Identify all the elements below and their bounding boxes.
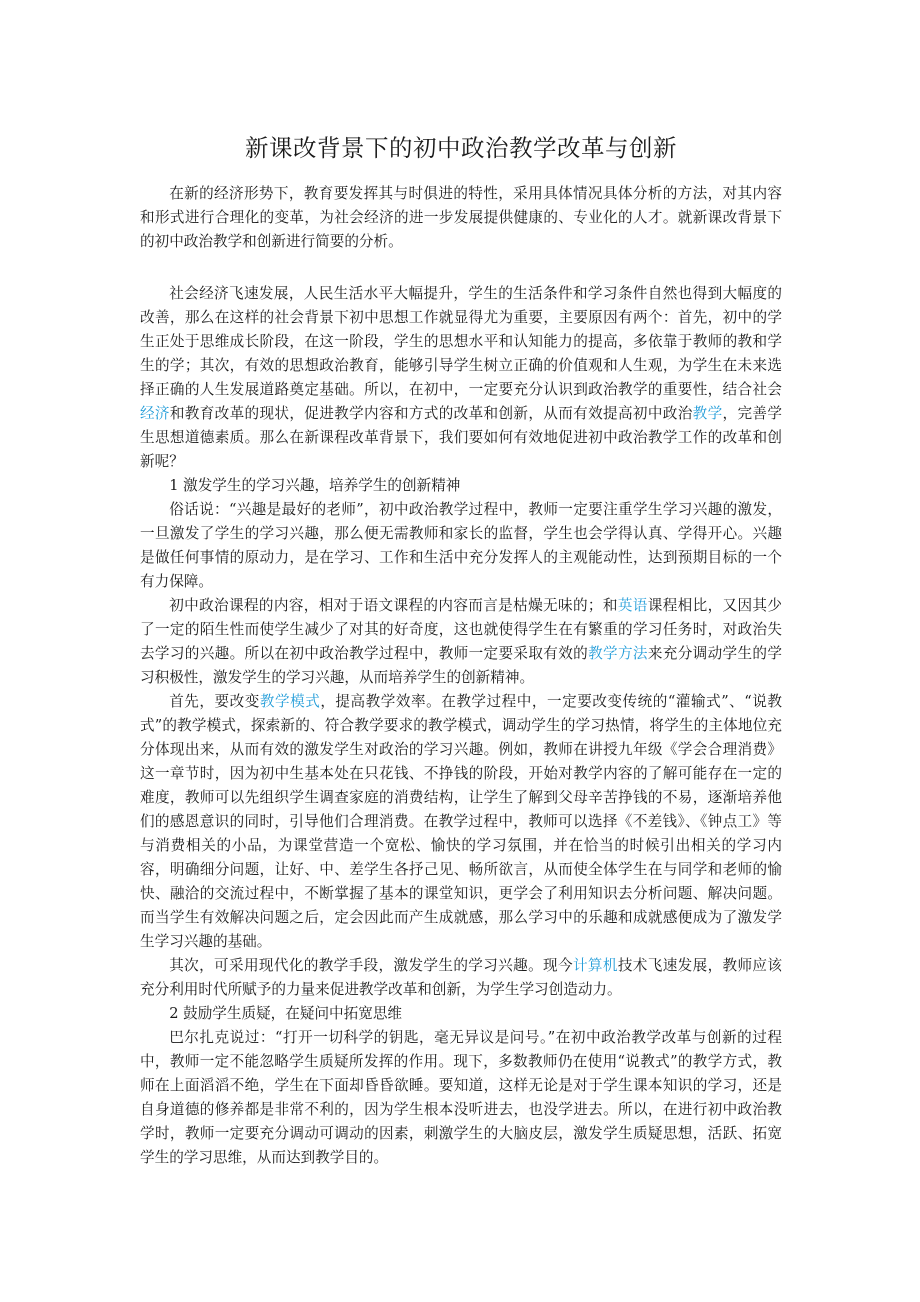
text-run: ，完善学生思想道德素质。那么在新课程改革背景下，我们要如何有效地促进初中政治教学工作的改革和创新呢？ [140, 405, 782, 470]
link-computer[interactable]: 计算机 [572, 957, 618, 974]
text-run: 其次，可采用现代化的教学手段，激发学生的学习兴趣。现今 [169, 957, 573, 974]
page-title: 新课改背景下的初中政治教学改革与创新 [245, 134, 677, 162]
paragraph-4 [140, 690, 782, 954]
paragraph-3 [140, 594, 782, 690]
link-english[interactable]: 英语 [617, 597, 648, 614]
intro-paragraph: 在新的经济形势下，教育要发挥其与时俱进的特性，采用具体情况具体分析的方法，对其内容和形式进行合理化的变革，为社会经济的进一步发展提供健康的、专业化的人才。就新课改背景下的初中政治教学和创新进行简要的分析。 [140, 185, 782, 250]
link-economy[interactable]: 经济 [140, 405, 170, 422]
paragraph-6: 巴尔扎克说过：“打开一切科学的钥匙，毫无异议是问号。”在初中政治教学改革与创新的过程中，教师一定不能忽略学生质疑所发挥的作用。现下，多数教师仍在使用“说教式”的教学方式，教师在上面滔滔不绝，学生在下面却昏昏欲睡。要知道，这样无论是对于学生课本知识的学习，还是自身道德的修养都是非常不利的，因为学生根本没听进去，也没学进去。所以，在进行初中政治教学时，教师一定要充分调动可调动的因素，刺激学生的大脑皮层，激发学生质疑思想，活跃、拓宽学生的学习思维，从而达到教学目的。 [140, 1029, 782, 1166]
text-run: 社会经济飞速发展，人民生活水平大幅提升，学生的生活条件和学习条件自然也得到大幅度的改善，那么在这样的社会背景下初中思想工作就显得尤为重要，主要原因有两个：首先，初中的学生正处于思维成长阶段，在这一阶段，学生的思想水平和认知能力的提高，多依靠于教师的教和学生的学；其次，有效的思想政治教育，能够引导学生树立正确的价值观和人生观，为学生在未来选择正确的人生发展道路奠定基础。所以，在初中，一定要充分认识到政治教学的重要性，结合社会 [140, 285, 782, 398]
paragraph-2: 俗话说：“兴趣是最好的老师”，初中政治教学过程中，教师一定要注重学生学习兴趣的激发，一旦激发了学生的学习兴趣，那么便无需教师和家长的监督，学生也会学得认真、学得开心。兴趣是做任何事情的原动力，是在学习、工作和生活中充分发挥人的主观能动性，达到预期目标的一个有力保障。 [140, 501, 782, 590]
section-heading-1: 1 激发学生的学习兴趣，培养学生的创新精神 [169, 477, 461, 494]
document-page [140, 128, 782, 1170]
paragraph-1 [140, 282, 782, 474]
paragraph-5 [140, 954, 782, 1002]
text-run: 初中政治课程的内容，相对于语文课程的内容而言是枯燥无味的；和 [169, 597, 618, 614]
link-teaching-mode[interactable]: 教学模式 [259, 693, 321, 710]
link-teaching[interactable]: 教学 [692, 405, 723, 422]
text-run: 首先，要改变 [169, 693, 260, 710]
text-run: 来充分调动学生的学习积极性，激发学生的学习兴趣，从而培养学生的创新精神。 [140, 645, 782, 686]
link-teaching-method[interactable]: 教学方法 [588, 645, 648, 662]
text-run: 课程相比，又因其少了一定的陌生性而使学生减少了对其的好奇度，这也就使得学生在有繁重的学习任务时，对政治失去学习的兴趣。所以在初中政治教学过程中，教师一定要采取有效的 [140, 597, 782, 662]
section-heading-2: 2 鼓励学生质疑，在疑问中拓宽思维 [169, 1005, 403, 1022]
text-run: 技术飞速发展，教师应该充分利用时代所赋予的力量来促进教学改革和创新，为学生学习创造动力。 [140, 957, 782, 998]
text-run: ，提高教学效率。在教学过程中，一定要改变传统的“灌输式”、“说教式”的教学模式，探索新的、符合教学要求的教学模式，调动学生的学习热情，将学生的主体地位充分体现出来，从而有效的激发学生对政治的学习兴趣。例如，教师在讲授九年级《学会合理消费》这一章节时，因为初中生基本处在只花钱、不挣钱的阶段，开始对教学内容的了解可能存在一定的难度，教师可以先组织学生调查家庭的消费结构，让学生了解到父母辛苦挣钱的不易，逐渐培养他们的感恩意识的同时，引导他们合理消费。在教学过程中，教师可以选择《不差钱》、《钟点工》等与消费相关的小品，为课堂营造一个宽松、愉快的学习氛围，并在恰当的时候引出相关的学习内容，明确细分问题，让好、中、差学生各抒己见、畅所欲言，从而使全体学生在与同学和老师的愉快、融洽的交流过程中，不断掌握了基本的课堂知识，更学会了利用知识去分析问题、解决问题。而当学生有效解决问题之后，定会因此而产生成就感，那么学习中的乐趣和成就感便成为了激发学生学习兴趣的基础。 [140, 693, 782, 950]
paragraph-gap [140, 254, 782, 282]
text-run: 和教育改革的现状，促进教学内容和方式的改革和创新，从而有效提高初中政治 [169, 405, 693, 422]
